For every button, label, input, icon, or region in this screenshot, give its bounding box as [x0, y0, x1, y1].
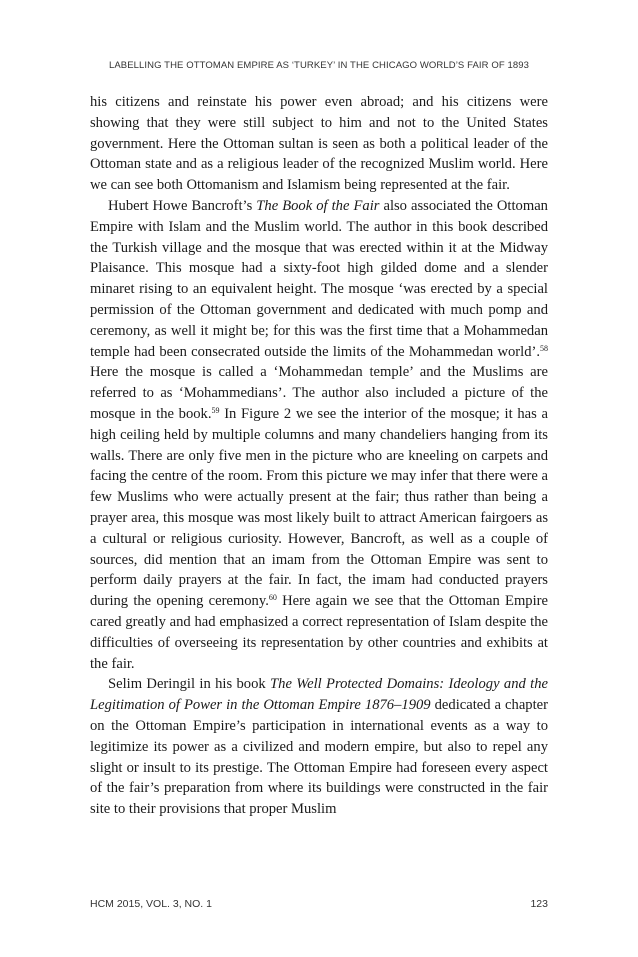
running-head: LABELLING THE OTTOMAN EMPIRE AS ‘TURKEY’ IN THE CHICAGO WORLD’S FAIR OF 1893: [108, 60, 530, 71]
text-segment: dedicated a chapter on the Ottoman Empire’s participation in international events as a way to legitimize its power as a civilized and modern empire, but also to repel any slight or insult to its prestige. The Ottoman Empire had foreseen every aspect of the fair’s preparation from where its buildings were constructed in the fair site to their provisions that proper Muslim: [90, 697, 549, 818]
text-segment: In Figure 2 we see the interior of the mosque; it has a high ceiling held by multiple columns and many chandeliers hanging from its walls. There are only five men in the picture who are kneeling on carpets and facing the centre of the room. From this picture we may infer that there were a few Muslims who were actually present at the fair; thus rather than being a prayer area, this mosque was most likely built to attract American fairgoers as a cultural or religious curiosity. However, Bancroft, as well as a couple of sources, did mention that an imam from the Ottoman Empire was sent to perform daily prayers at the fair. In fact, the imam had conducted prayers during the opening ceremony.: [90, 405, 548, 610]
book-title: The Well Protected Domains: Ideology and the Legitimation of Power in the Ottoman Empire 1876–1909: [90, 676, 548, 714]
text-segment: also associated the Ottoman Empire with Islam and the Muslim world. The author in this book described the Turkish village and the mosque that was erected within it at the Midway Plaisance. This mosque had a sixty-foot high gilded dome and a slender minaret rising to an equivalent height. The mosque ‘was erected by a special permission of the Ottoman government and dedicated with much pomp and ceremony, as well it might be; for this was the first time that a Mohammedan temple had been consecrated outside the limits of the Mohammedan world’.: [90, 197, 548, 360]
footnote-ref: 60: [268, 593, 277, 603]
article-body: [90, 92, 548, 820]
footnote-ref: 58: [540, 343, 548, 353]
page-number: 123: [530, 898, 548, 910]
paragraph-2: [90, 196, 548, 674]
text-segment: Hubert Howe Bancroft’s: [108, 197, 257, 214]
text-segment: Here again we see that the Ottoman Empire cared greatly and had emphasized a correct representation of Islam despite the difficulties of overseeing its representation by other countries and exhibits at the fair.: [90, 593, 548, 672]
paragraph-1: his citizens and reinstate his power even abroad; and his citizens were showing that they were still subject to him and not to the United States government. Here the Ottoman sultan is seen as both a political leader of the Ottoman state and as a religious leader of the recognized Muslim world. Here we can see both Ottomanism and Islamism being represented at the fair.: [90, 94, 548, 194]
text-segment: Here the mosque is called a ‘Mohammedan temple’ and the Muslims are referred to as ‘Mohammedians’. The author also included a picture of the mosque in the book.: [90, 364, 548, 422]
journal-citation: HCM 2015, VOL. 3, NO. 1: [90, 898, 212, 910]
paragraph-3: [90, 674, 548, 820]
text-segment: Selim Deringil in his book: [108, 676, 271, 693]
footnote-ref: 59: [211, 405, 220, 415]
book-title: The Book of the Fair: [256, 197, 380, 214]
